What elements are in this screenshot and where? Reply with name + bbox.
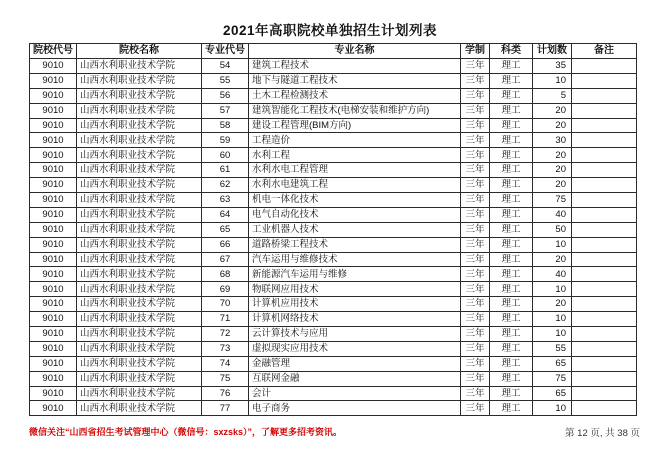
cell-category: 理工 bbox=[490, 73, 533, 88]
cell-duration: 三年 bbox=[461, 73, 490, 88]
cell-major-code: 75 bbox=[202, 371, 249, 386]
table-row bbox=[30, 327, 637, 342]
cell-college-name: 山西水利职业技术学院 bbox=[77, 133, 202, 148]
cell-category: 理工 bbox=[490, 178, 533, 193]
header-remark: 备注 bbox=[572, 44, 637, 59]
cell-duration: 三年 bbox=[461, 178, 490, 193]
cell-duration: 三年 bbox=[461, 148, 490, 163]
cell-college-code: 9010 bbox=[30, 73, 77, 88]
cell-plan-count: 65 bbox=[533, 356, 572, 371]
cell-category: 理工 bbox=[490, 59, 533, 74]
cell-plan-count: 40 bbox=[533, 207, 572, 222]
cell-major-code: 57 bbox=[202, 103, 249, 118]
cell-duration: 三年 bbox=[461, 267, 490, 282]
table-row bbox=[30, 222, 637, 237]
cell-plan-count: 10 bbox=[533, 73, 572, 88]
cell-major-code: 55 bbox=[202, 73, 249, 88]
cell-category: 理工 bbox=[490, 312, 533, 327]
cell-plan-count: 30 bbox=[533, 133, 572, 148]
cell-major-name: 水利工程 bbox=[249, 148, 461, 163]
cell-college-code: 9010 bbox=[30, 193, 77, 208]
header-college-name: 院校名称 bbox=[77, 44, 202, 59]
table-row bbox=[30, 133, 637, 148]
table-row bbox=[30, 401, 637, 416]
cell-major-code: 58 bbox=[202, 118, 249, 133]
cell-major-name: 工程造价 bbox=[249, 133, 461, 148]
cell-college-code: 9010 bbox=[30, 267, 77, 282]
cell-plan-count: 20 bbox=[533, 103, 572, 118]
cell-college-name: 山西水利职业技术学院 bbox=[77, 73, 202, 88]
cell-category: 理工 bbox=[490, 252, 533, 267]
cell-remark bbox=[572, 386, 637, 401]
header-plan-count: 计划数 bbox=[533, 44, 572, 59]
cell-major-name: 电气自动化技术 bbox=[249, 207, 461, 222]
cell-college-name: 山西水利职业技术学院 bbox=[77, 237, 202, 252]
cell-major-code: 56 bbox=[202, 88, 249, 103]
cell-duration: 三年 bbox=[461, 341, 490, 356]
cell-college-code: 9010 bbox=[30, 178, 77, 193]
cell-plan-count: 20 bbox=[533, 118, 572, 133]
page-number-info: 第 12 页, 共 38 页 bbox=[565, 428, 640, 439]
cell-duration: 三年 bbox=[461, 88, 490, 103]
cell-plan-count: 40 bbox=[533, 267, 572, 282]
cell-college-code: 9010 bbox=[30, 327, 77, 342]
cell-plan-count: 20 bbox=[533, 297, 572, 312]
header-college-code: 院校代号 bbox=[30, 44, 77, 59]
cell-major-name: 建筑工程技术 bbox=[249, 59, 461, 74]
cell-remark bbox=[572, 297, 637, 312]
cell-plan-count: 55 bbox=[533, 341, 572, 356]
cell-major-code: 70 bbox=[202, 297, 249, 312]
cell-major-code: 62 bbox=[202, 178, 249, 193]
cell-major-name: 水利水电工程管理 bbox=[249, 163, 461, 178]
table-row bbox=[30, 282, 637, 297]
cell-college-code: 9010 bbox=[30, 371, 77, 386]
header-duration: 学制 bbox=[461, 44, 490, 59]
cell-remark bbox=[572, 178, 637, 193]
cell-major-code: 60 bbox=[202, 148, 249, 163]
cell-remark bbox=[572, 163, 637, 178]
table-row bbox=[30, 356, 637, 371]
cell-plan-count: 20 bbox=[533, 163, 572, 178]
cell-college-code: 9010 bbox=[30, 386, 77, 401]
cell-college-name: 山西水利职业技术学院 bbox=[77, 118, 202, 133]
cell-college-code: 9010 bbox=[30, 88, 77, 103]
cell-category: 理工 bbox=[490, 267, 533, 282]
cell-major-code: 59 bbox=[202, 133, 249, 148]
cell-duration: 三年 bbox=[461, 297, 490, 312]
cell-major-name: 计算机网络技术 bbox=[249, 312, 461, 327]
cell-remark bbox=[572, 59, 637, 74]
cell-remark bbox=[572, 252, 637, 267]
cell-plan-count: 20 bbox=[533, 252, 572, 267]
cell-college-name: 山西水利职业技术学院 bbox=[77, 163, 202, 178]
cell-college-code: 9010 bbox=[30, 297, 77, 312]
table-row bbox=[30, 193, 637, 208]
cell-college-code: 9010 bbox=[30, 222, 77, 237]
header-major-code: 专业代号 bbox=[202, 44, 249, 59]
table-row bbox=[30, 103, 637, 118]
table-header bbox=[30, 44, 637, 59]
cell-college-name: 山西水利职业技术学院 bbox=[77, 386, 202, 401]
cell-plan-count: 10 bbox=[533, 237, 572, 252]
cell-college-code: 9010 bbox=[30, 118, 77, 133]
page-footer bbox=[29, 425, 640, 439]
wechat-notice-text: 微信关注“山西省招生考试管理中心（微信号：sxzsks）”，了解更多招考资讯。 bbox=[29, 427, 343, 437]
cell-duration: 三年 bbox=[461, 133, 490, 148]
cell-category: 理工 bbox=[490, 327, 533, 342]
cell-college-name: 山西水利职业技术学院 bbox=[77, 341, 202, 356]
cell-college-name: 山西水利职业技术学院 bbox=[77, 148, 202, 163]
cell-college-name: 山西水利职业技术学院 bbox=[77, 401, 202, 416]
table-row bbox=[30, 207, 637, 222]
cell-remark bbox=[572, 148, 637, 163]
cell-category: 理工 bbox=[490, 118, 533, 133]
cell-duration: 三年 bbox=[461, 237, 490, 252]
page-title: 2021年高职院校单独招生计划列表 bbox=[222, 23, 438, 38]
cell-college-code: 9010 bbox=[30, 148, 77, 163]
cell-plan-count: 10 bbox=[533, 282, 572, 297]
cell-college-code: 9010 bbox=[30, 282, 77, 297]
cell-major-name: 建设工程管理(BIM方向) bbox=[249, 118, 461, 133]
cell-college-code: 9010 bbox=[30, 312, 77, 327]
cell-plan-count: 10 bbox=[533, 401, 572, 416]
cell-college-code: 9010 bbox=[30, 252, 77, 267]
cell-remark bbox=[572, 103, 637, 118]
cell-major-name: 金融管理 bbox=[249, 356, 461, 371]
table-row bbox=[30, 237, 637, 252]
cell-major-name: 建筑智能化工程技术(电梯安装和维护方向) bbox=[249, 103, 461, 118]
cell-college-name: 山西水利职业技术学院 bbox=[77, 371, 202, 386]
table-body bbox=[30, 59, 637, 416]
cell-college-name: 山西水利职业技术学院 bbox=[77, 267, 202, 282]
cell-major-code: 71 bbox=[202, 312, 249, 327]
cell-plan-count: 5 bbox=[533, 88, 572, 103]
cell-major-code: 66 bbox=[202, 237, 249, 252]
cell-college-name: 山西水利职业技术学院 bbox=[77, 103, 202, 118]
cell-category: 理工 bbox=[490, 222, 533, 237]
cell-duration: 三年 bbox=[461, 252, 490, 267]
cell-category: 理工 bbox=[490, 103, 533, 118]
table-row bbox=[30, 59, 637, 74]
cell-duration: 三年 bbox=[461, 327, 490, 342]
cell-category: 理工 bbox=[490, 133, 533, 148]
cell-college-name: 山西水利职业技术学院 bbox=[77, 193, 202, 208]
enrollment-plan-table bbox=[29, 43, 637, 416]
cell-major-code: 72 bbox=[202, 327, 249, 342]
cell-major-name: 道路桥梁工程技术 bbox=[249, 237, 461, 252]
cell-major-code: 54 bbox=[202, 59, 249, 74]
cell-college-code: 9010 bbox=[30, 163, 77, 178]
cell-remark bbox=[572, 207, 637, 222]
cell-major-code: 64 bbox=[202, 207, 249, 222]
cell-major-code: 74 bbox=[202, 356, 249, 371]
cell-college-code: 9010 bbox=[30, 103, 77, 118]
cell-plan-count: 35 bbox=[533, 59, 572, 74]
table-row bbox=[30, 371, 637, 386]
cell-major-name: 物联网应用技术 bbox=[249, 282, 461, 297]
cell-major-code: 69 bbox=[202, 282, 249, 297]
cell-major-code: 68 bbox=[202, 267, 249, 282]
cell-category: 理工 bbox=[490, 282, 533, 297]
cell-category: 理工 bbox=[490, 207, 533, 222]
cell-category: 理工 bbox=[490, 341, 533, 356]
table-row bbox=[30, 267, 637, 282]
cell-college-code: 9010 bbox=[30, 59, 77, 74]
cell-college-code: 9010 bbox=[30, 207, 77, 222]
table-row bbox=[30, 88, 637, 103]
cell-plan-count: 75 bbox=[533, 193, 572, 208]
cell-major-name: 汽车运用与维修技术 bbox=[249, 252, 461, 267]
cell-duration: 三年 bbox=[461, 371, 490, 386]
table-row bbox=[30, 178, 637, 193]
cell-college-name: 山西水利职业技术学院 bbox=[77, 88, 202, 103]
cell-category: 理工 bbox=[490, 386, 533, 401]
cell-remark bbox=[572, 193, 637, 208]
cell-remark bbox=[572, 356, 637, 371]
cell-college-name: 山西水利职业技术学院 bbox=[77, 356, 202, 371]
cell-major-name: 云计算技术与应用 bbox=[249, 327, 461, 342]
cell-category: 理工 bbox=[490, 163, 533, 178]
cell-college-code: 9010 bbox=[30, 356, 77, 371]
cell-plan-count: 50 bbox=[533, 222, 572, 237]
table-row bbox=[30, 118, 637, 133]
cell-major-name: 机电一体化技术 bbox=[249, 193, 461, 208]
cell-duration: 三年 bbox=[461, 312, 490, 327]
cell-remark bbox=[572, 312, 637, 327]
cell-remark bbox=[572, 237, 637, 252]
cell-college-code: 9010 bbox=[30, 237, 77, 252]
cell-college-code: 9010 bbox=[30, 133, 77, 148]
cell-duration: 三年 bbox=[461, 356, 490, 371]
cell-duration: 三年 bbox=[461, 103, 490, 118]
cell-major-code: 77 bbox=[202, 401, 249, 416]
cell-college-name: 山西水利职业技术学院 bbox=[77, 222, 202, 237]
cell-remark bbox=[572, 371, 637, 386]
table-row bbox=[30, 148, 637, 163]
cell-major-name: 计算机应用技术 bbox=[249, 297, 461, 312]
cell-category: 理工 bbox=[490, 193, 533, 208]
cell-college-name: 山西水利职业技术学院 bbox=[77, 297, 202, 312]
cell-major-code: 76 bbox=[202, 386, 249, 401]
cell-duration: 三年 bbox=[461, 282, 490, 297]
cell-category: 理工 bbox=[490, 237, 533, 252]
cell-plan-count: 75 bbox=[533, 371, 572, 386]
cell-duration: 三年 bbox=[461, 118, 490, 133]
cell-college-name: 山西水利职业技术学院 bbox=[77, 252, 202, 267]
cell-major-name: 虚拟现实应用技术 bbox=[249, 341, 461, 356]
cell-college-name: 山西水利职业技术学院 bbox=[77, 178, 202, 193]
cell-duration: 三年 bbox=[461, 401, 490, 416]
cell-major-name: 水利水电建筑工程 bbox=[249, 178, 461, 193]
cell-category: 理工 bbox=[490, 356, 533, 371]
cell-major-code: 65 bbox=[202, 222, 249, 237]
cell-major-code: 67 bbox=[202, 252, 249, 267]
cell-remark bbox=[572, 118, 637, 133]
cell-category: 理工 bbox=[490, 148, 533, 163]
cell-remark bbox=[572, 327, 637, 342]
cell-major-name: 电子商务 bbox=[249, 401, 461, 416]
cell-major-name: 互联网金融 bbox=[249, 371, 461, 386]
cell-college-code: 9010 bbox=[30, 341, 77, 356]
cell-remark bbox=[572, 88, 637, 103]
table-row bbox=[30, 73, 637, 88]
header-major-name: 专业名称 bbox=[249, 44, 461, 59]
cell-remark bbox=[572, 73, 637, 88]
table-row bbox=[30, 312, 637, 327]
cell-major-code: 73 bbox=[202, 341, 249, 356]
cell-remark bbox=[572, 341, 637, 356]
cell-plan-count: 20 bbox=[533, 148, 572, 163]
cell-duration: 三年 bbox=[461, 207, 490, 222]
cell-major-code: 63 bbox=[202, 193, 249, 208]
cell-duration: 三年 bbox=[461, 193, 490, 208]
cell-plan-count: 20 bbox=[533, 178, 572, 193]
cell-duration: 三年 bbox=[461, 222, 490, 237]
cell-college-name: 山西水利职业技术学院 bbox=[77, 207, 202, 222]
table-header-row bbox=[30, 44, 637, 59]
cell-remark bbox=[572, 267, 637, 282]
cell-college-name: 山西水利职业技术学院 bbox=[77, 312, 202, 327]
cell-duration: 三年 bbox=[461, 386, 490, 401]
cell-remark bbox=[572, 222, 637, 237]
cell-remark bbox=[572, 282, 637, 297]
cell-category: 理工 bbox=[490, 371, 533, 386]
cell-category: 理工 bbox=[490, 297, 533, 312]
cell-college-name: 山西水利职业技术学院 bbox=[77, 282, 202, 297]
table-row bbox=[30, 297, 637, 312]
cell-major-code: 61 bbox=[202, 163, 249, 178]
table-row bbox=[30, 252, 637, 267]
cell-remark bbox=[572, 401, 637, 416]
cell-plan-count: 10 bbox=[533, 327, 572, 342]
cell-major-name: 会计 bbox=[249, 386, 461, 401]
cell-major-name: 工业机器人技术 bbox=[249, 222, 461, 237]
table-row bbox=[30, 386, 637, 401]
table-row bbox=[30, 341, 637, 356]
cell-plan-count: 10 bbox=[533, 312, 572, 327]
cell-major-name: 新能源汽车运用与维修 bbox=[249, 267, 461, 282]
table-row bbox=[30, 163, 637, 178]
cell-plan-count: 65 bbox=[533, 386, 572, 401]
header-category: 科类 bbox=[490, 44, 533, 59]
cell-category: 理工 bbox=[490, 88, 533, 103]
cell-duration: 三年 bbox=[461, 163, 490, 178]
cell-category: 理工 bbox=[490, 401, 533, 416]
cell-college-code: 9010 bbox=[30, 401, 77, 416]
cell-college-name: 山西水利职业技术学院 bbox=[77, 59, 202, 74]
cell-major-name: 地下与隧道工程技术 bbox=[249, 73, 461, 88]
cell-major-name: 土木工程检测技术 bbox=[249, 88, 461, 103]
cell-remark bbox=[572, 133, 637, 148]
cell-duration: 三年 bbox=[461, 59, 490, 74]
cell-college-name: 山西水利职业技术学院 bbox=[77, 327, 202, 342]
